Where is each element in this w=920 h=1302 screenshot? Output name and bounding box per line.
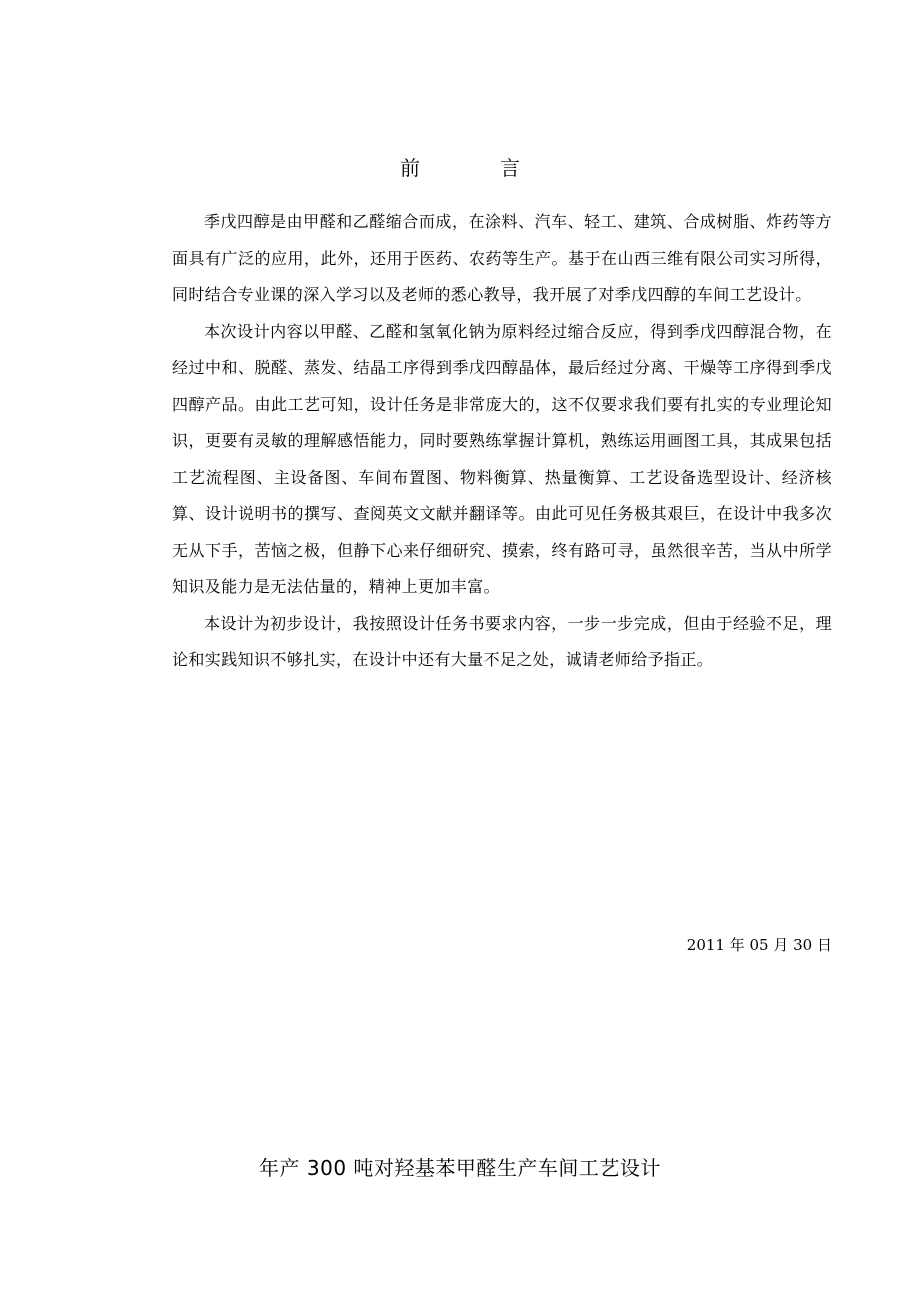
document-title-footer: 年产 300 吨对羟基苯甲醛生产车间工艺设计	[259, 1156, 661, 1180]
paragraph-design-content: 本次设计内容以甲醛、乙醛和氢氧化钠为原料经过缩合反应，得到季戊四醇混合物，在经过中和、脱醛、蒸发、结晶工序得到季戊四醇晶体，最后经过分离、干燥等工序得到季戊四醇产品。由此工艺可知，设计任务是非常庞大的，这不仅要求我们要有扎实的专业理论知识，更要有灵敏的理解感悟能力，同时要熟练掌握计算机，熟练运用画图工具，其成果包括工艺流程图、主设备图、车间布置图、物料衡算、热量衡算、工艺设备选型设计、经济核算、设计说明书的撰写、查阅英文文献并翻译等。由此可见任务极其艰巨，在设计中我多次无从下手，苦恼之极，但静下心来仔细研究、摸索，终有路可寻，虽然很辛苦，当从中所学知识及能力是无法估量的，精神上更加丰富。	[172, 321, 832, 596]
preface-heading: 前 言	[400, 156, 550, 180]
paragraph-closing: 本设计为初步设计，我按照设计任务书要求内容，一步一步完成，但由于经验不足，理论和实践知识不够扎实，在设计中还有大量不足之处，诚请老师给予指正。	[172, 613, 832, 669]
paragraph-intro: 季戊四醇是由甲醛和乙醛缩合而成，在涂料、汽车、轻工、建筑、合成树脂、炸药等方面具有广泛的应用，此外，还用于医药、农药等生产。基于在山西三维有限公司实习所得，同时结合专业课的深入学习以及老师的悉心教导，我开展了对季戊四醇的车间工艺设计。	[172, 212, 832, 304]
signature-date: 2011 年 05 月 30 日	[686, 936, 832, 954]
preface-body	[172, 204, 832, 679]
